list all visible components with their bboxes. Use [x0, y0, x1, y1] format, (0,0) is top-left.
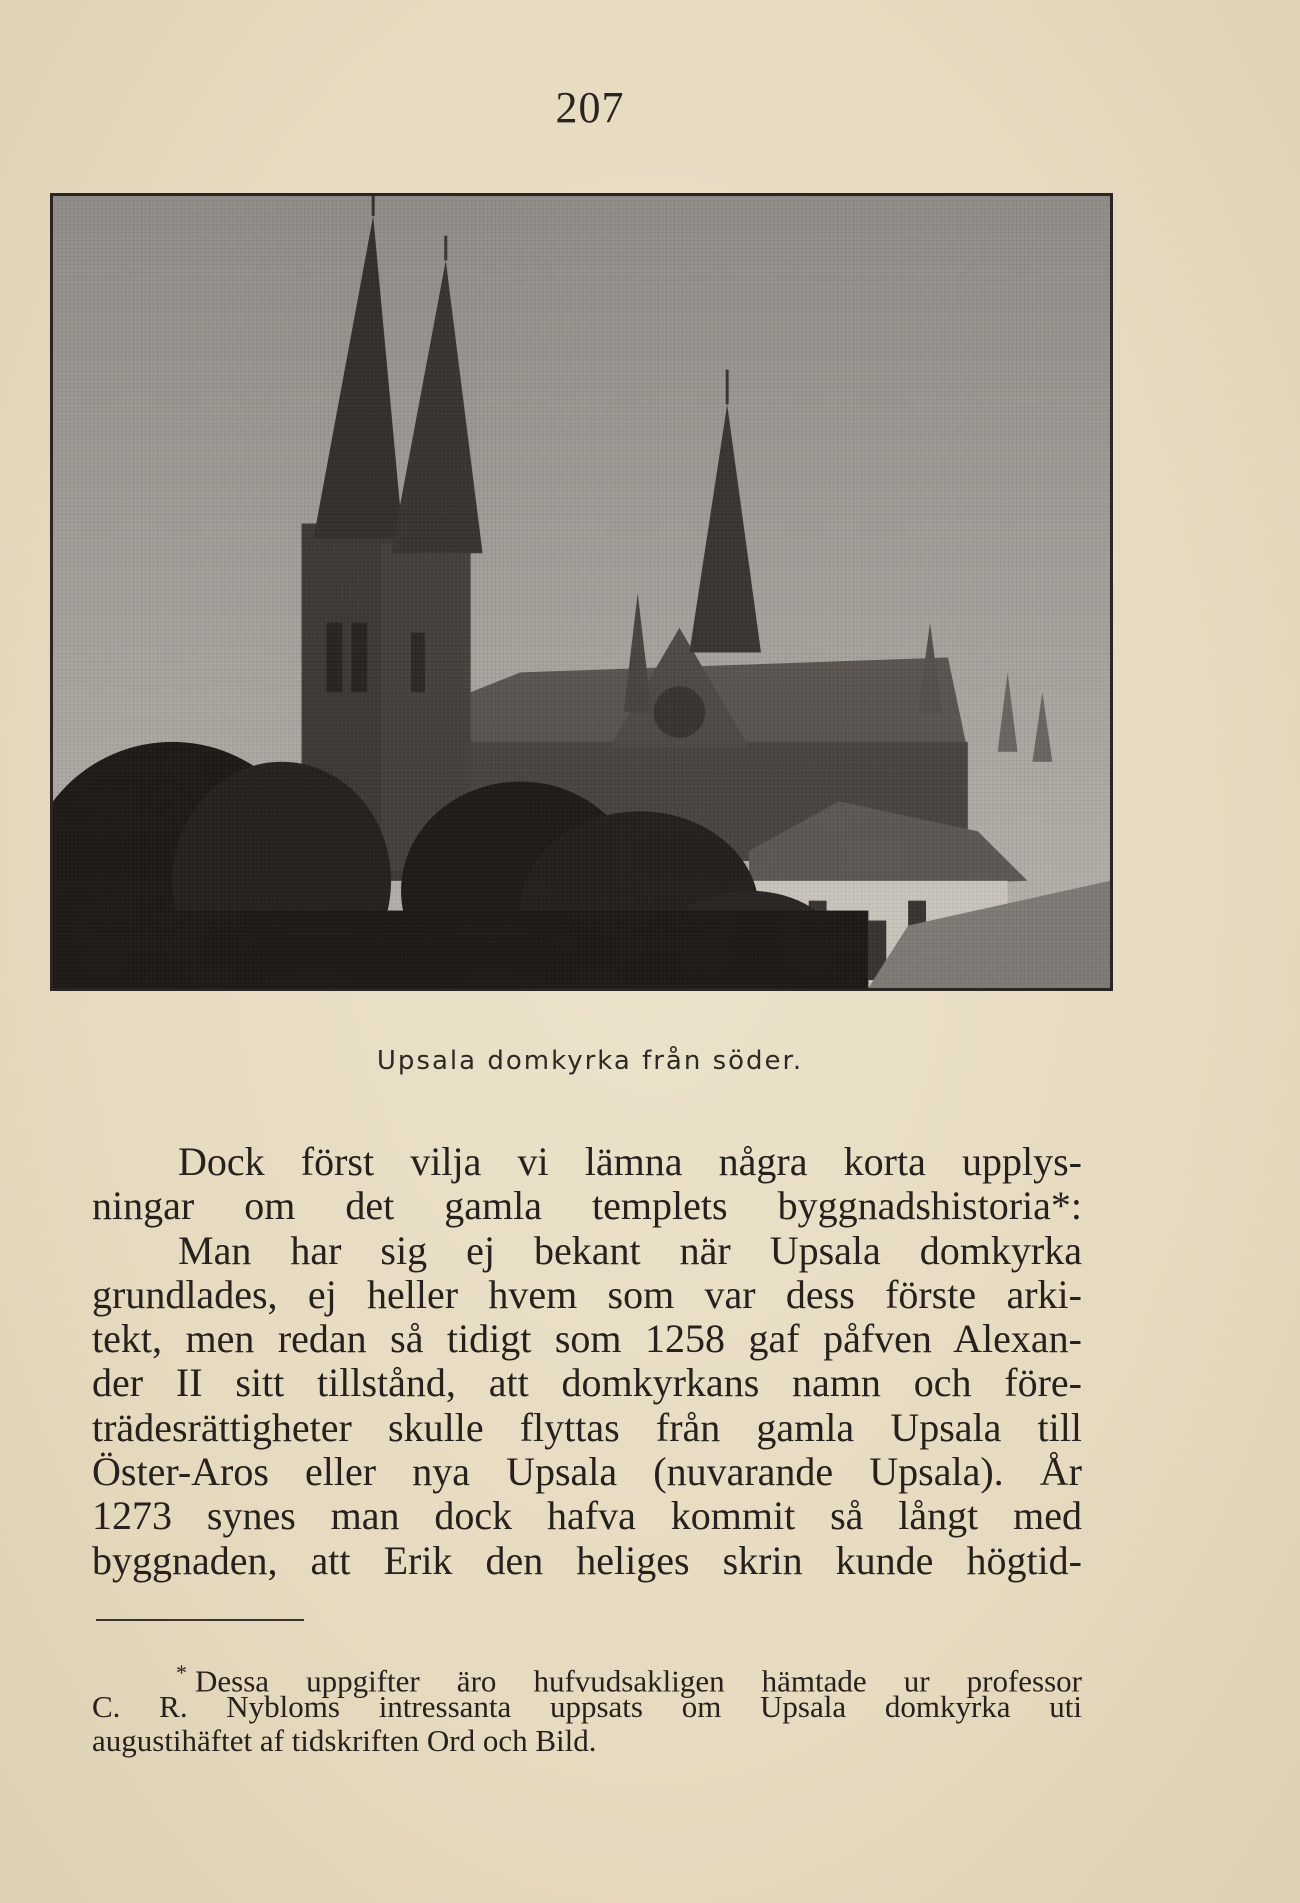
text-line: Öster-Aros eller nya Upsala (nuvarande Upsala). År	[92, 1449, 1082, 1495]
text-line: trädesrättigheter skulle flyttas från gamla Upsala till	[92, 1404, 1082, 1450]
footnote-line	[92, 1656, 1082, 1699]
body-text	[92, 1140, 1082, 1583]
footnote-divider	[96, 1619, 304, 1621]
footnote-line: augustihäftet af tidskriften Ord och Bild.	[92, 1723, 597, 1758]
text-line: grundlades, ej heller hvem som var dess förste arki-	[92, 1271, 1082, 1317]
footnote-line: C. R. Nybloms intressanta uppsats om Upsala domkyrka uti	[92, 1689, 1082, 1724]
text-line: Man har sig ej bekant när Upsala domkyrka	[178, 1227, 1082, 1273]
footnote	[92, 1656, 1082, 1758]
page-number: 207	[555, 83, 625, 132]
text-line: byggnaden, att Erik den heliges skrin kunde högtid-	[92, 1537, 1082, 1583]
footnote-marker: *	[176, 1660, 187, 1685]
figure-caption: Upsala domkyrka från söder.	[376, 1046, 804, 1076]
footnote-line-text: Dessa uppgifter äro hufvudsakligen hämtade ur professor	[195, 1663, 1082, 1699]
text-line: ningar om det gamla templets byggnadshistoria*:	[92, 1183, 1082, 1229]
text-line: der II sitt tillstånd, att domkyrkans namn och före-	[92, 1360, 1082, 1406]
text-line: tekt, men redan så tidigt som 1258 gaf påfven Alexan-	[92, 1316, 1082, 1362]
text-line: 1273 synes man dock hafva kommit så långt med	[92, 1493, 1082, 1539]
cathedral-illustration	[53, 196, 1110, 988]
cathedral-photo	[50, 193, 1113, 991]
text-line: Dock först vilja vi lämna några korta upplys-	[178, 1139, 1082, 1184]
